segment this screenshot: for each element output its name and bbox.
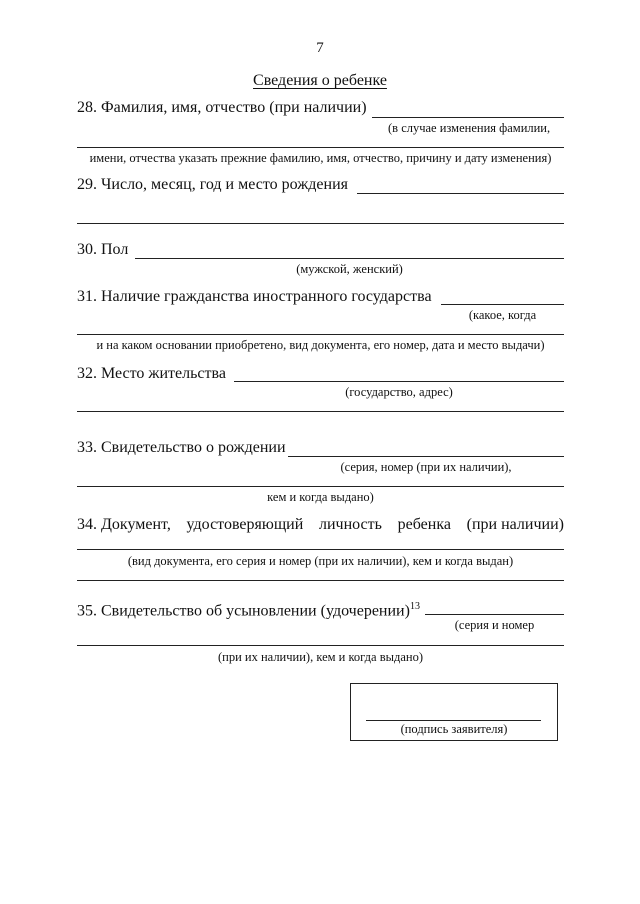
signature-caption: (подпись заявителя) (400, 722, 508, 736)
field-28-hint-2: имени, отчества указать прежние фамилию, имя, отчество, причину и дату изменения) (89, 151, 552, 165)
page-number: 7 (316, 40, 324, 56)
field-31-label: 31. Наличие гражданства иностранного государства (77, 288, 432, 305)
field-28-label: 28. Фамилия, имя, отчество (при наличии) (77, 99, 367, 116)
field-35-input-line[interactable] (425, 614, 564, 615)
signature-box (350, 683, 558, 741)
field-34-input-line[interactable] (77, 549, 564, 550)
field-30-input-line[interactable] (135, 258, 564, 259)
field-35-hint-2: (при их наличии), кем и когда выдано) (217, 650, 424, 664)
section-title-text: Сведения о ребенке (253, 72, 387, 89)
signature-line[interactable] (366, 720, 541, 721)
field-29-input-line-2[interactable] (77, 223, 564, 224)
field-33-input-line[interactable] (288, 456, 564, 457)
field-29-label: 29. Число, месяц, год и место рождения (77, 176, 348, 193)
section-title (0, 72, 640, 90)
field-35-hint-1: (серия и номер (454, 618, 535, 632)
field-35-input-line-2[interactable] (77, 645, 564, 646)
field-33-input-line-2[interactable] (77, 486, 564, 487)
field-28-input-line[interactable] (372, 117, 564, 118)
field-33-hint-2: кем и когда выдано) (267, 490, 374, 504)
field-30-hint: (мужской, женский) (296, 262, 403, 276)
field-35-label-text: 35. Свидетельство об усыновлении (удочерении) (77, 602, 410, 620)
field-34-word-4: ребенка (397, 516, 451, 533)
field-34-word-5: (при наличии) (466, 516, 564, 533)
field-28-hint-1: (в случае изменения фамилии, (388, 121, 551, 135)
field-32-label: 32. Место жительства (77, 365, 226, 382)
field-32-input-line[interactable] (234, 381, 564, 382)
field-34-word-2: удостоверяющий (186, 516, 304, 533)
field-30-label: 30. Пол (77, 241, 129, 258)
field-34-input-line-2[interactable] (77, 580, 564, 581)
field-29-input-line[interactable] (357, 193, 564, 194)
field-34-word-3: личность (318, 516, 382, 533)
field-34-word-1: 34. Документ, (77, 516, 171, 533)
field-34-hint: (вид документа, его серия и номер (при их наличии), кем и когда выдан) (127, 554, 514, 568)
field-35-label (77, 598, 420, 620)
field-32-hint: (государство, адрес) (345, 385, 453, 399)
field-31-hint-1: (какое, когда (468, 308, 537, 322)
field-31-hint-2: и на каком основании приобретено, вид документа, его номер, дата и место выдачи) (96, 338, 545, 352)
field-32-input-line-2[interactable] (77, 411, 564, 412)
field-33-hint-1: (серия, номер (при их наличии), (340, 460, 512, 474)
field-28-input-line-2[interactable] (77, 147, 564, 148)
field-31-input-line[interactable] (441, 304, 564, 305)
field-34-label (77, 516, 564, 534)
footnote-13: 13 (409, 601, 420, 612)
field-31-input-line-2[interactable] (77, 334, 564, 335)
field-33-label: 33. Свидетельство о рождении (77, 439, 286, 456)
